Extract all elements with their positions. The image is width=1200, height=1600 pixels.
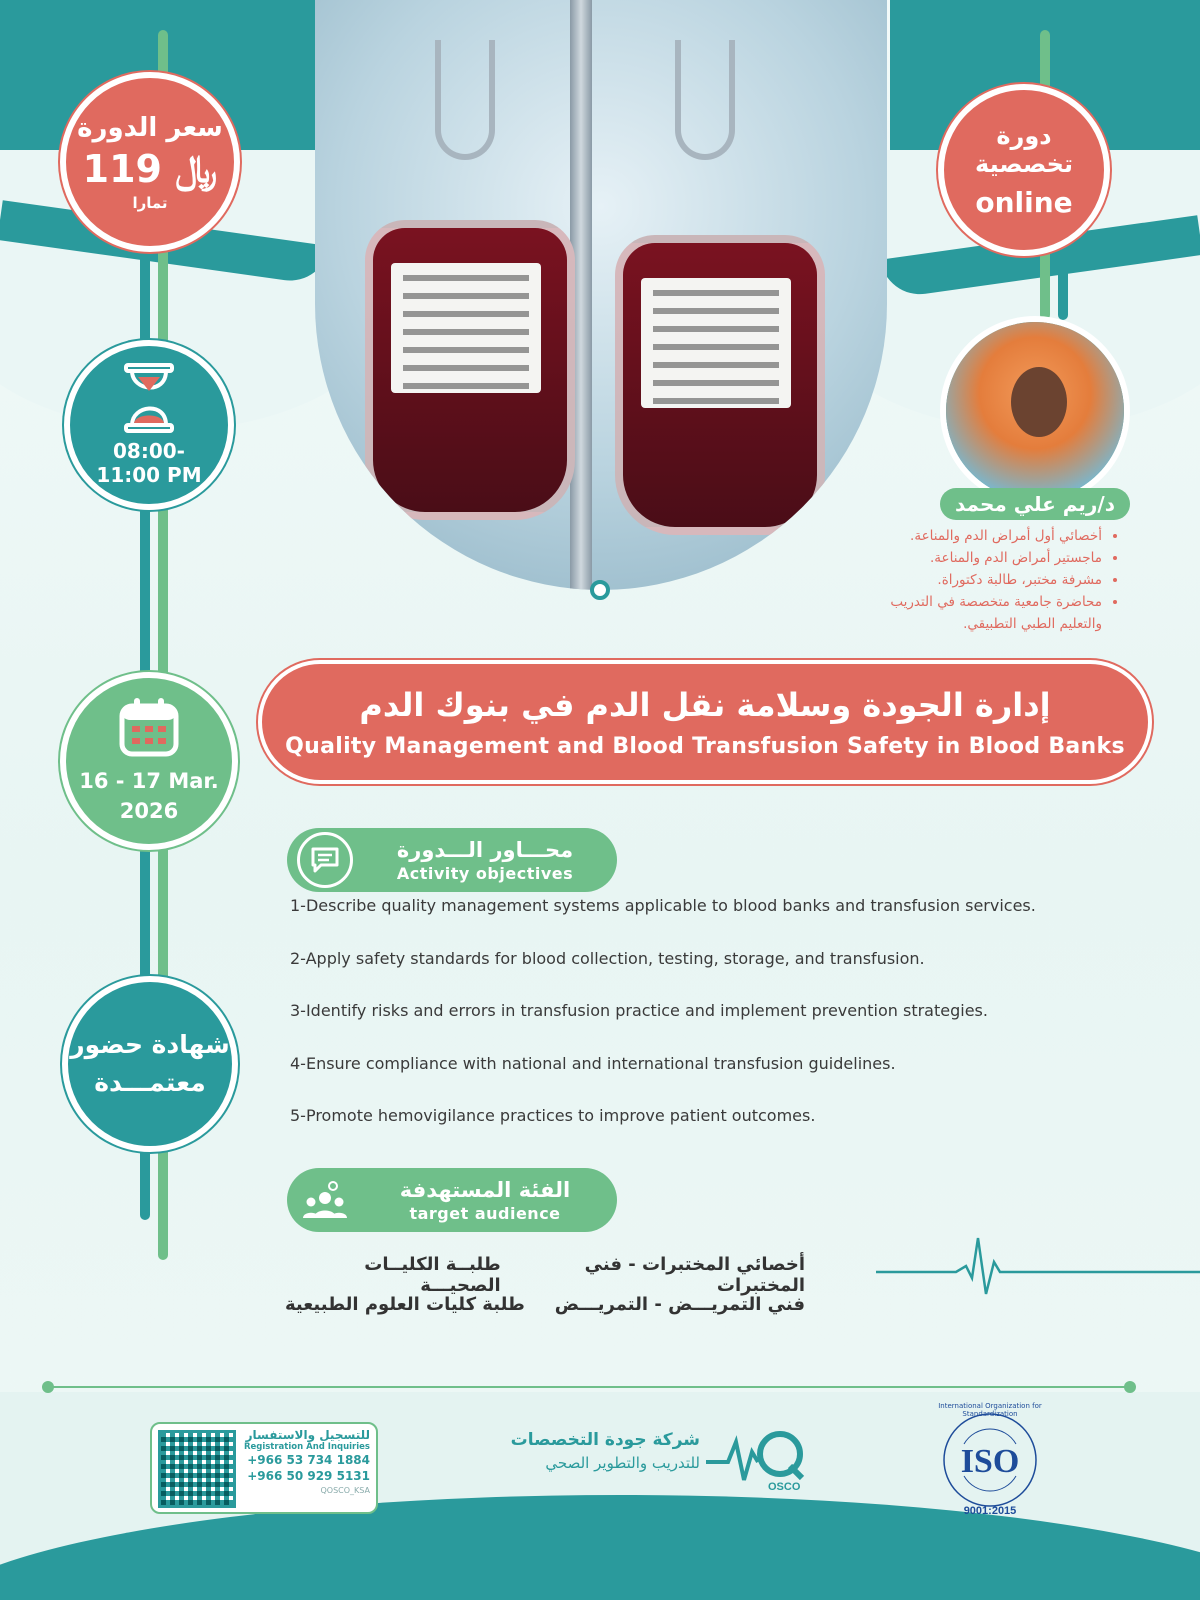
logo-text: OSCO — [768, 1481, 801, 1492]
heartbeat-line-icon — [876, 1236, 1200, 1296]
course-type-badge — [938, 84, 1110, 256]
course-type-title: دورة تخصصية — [975, 121, 1073, 178]
hourglass-icon — [122, 363, 176, 433]
audience-item: أخصائي المختبرات - فني المختبرات — [584, 1254, 805, 1296]
objective-item: 5-Promote hemovigilance practices to improve patient outcomes. — [290, 1106, 816, 1125]
certificate-badge — [62, 976, 238, 1152]
audience-title-en: target audience — [409, 1203, 561, 1223]
audience-row — [285, 1254, 805, 1294]
company-info — [500, 1430, 700, 1472]
date-badge — [60, 672, 238, 850]
objectives-header — [287, 828, 617, 892]
date-year: 2026 — [119, 799, 179, 823]
course-title-ar: إدارة الجودة وسلامة نقل الدم في بنوك الدم — [359, 685, 1051, 724]
certificate-line2: معتمـــدة — [94, 1068, 206, 1097]
audience-title-ar: الفئة المستهدفة — [399, 1177, 571, 1202]
audience-item: طلبــة الكليــات الصحيـــة — [364, 1254, 501, 1296]
iso-label: ISO — [960, 1443, 1020, 1480]
instructor-avatar — [940, 316, 1130, 506]
price-title: سعر الدورة — [77, 112, 223, 143]
bio-item: • ماجستير أمراض الدم والمناعة. — [880, 547, 1102, 569]
bio-item: • مشرفة مختبر، طالبة دكتوراة. — [880, 569, 1102, 591]
footer-divider-dot — [1124, 1381, 1136, 1393]
date-days: 16 - 17 Mar. — [79, 769, 219, 793]
iso-certification-icon — [930, 1410, 1050, 1520]
audience-header — [287, 1168, 617, 1232]
phone-link[interactable]: +966 50 929 5131 — [247, 1469, 370, 1483]
course-title-banner — [258, 660, 1152, 784]
registration-title-ar: للتسجيل والاستفسار — [245, 1428, 370, 1442]
registration-card — [150, 1422, 378, 1514]
footer-divider — [46, 1386, 1130, 1388]
objectives-title-en: Activity objectives — [396, 863, 574, 883]
blood-bags-photo — [315, 0, 887, 590]
target-audience-icon — [297, 1172, 353, 1228]
qosco-logo-icon — [706, 1422, 816, 1492]
time-badge — [64, 340, 234, 510]
audience-item: طلبة كليات العلوم الطبيعية — [285, 1294, 525, 1315]
company-subtitle: للتدريب والتطوير الصحي — [545, 1454, 700, 1472]
tamara-logo: تمارا — [132, 193, 168, 212]
objective-item: 4-Ensure compliance with national and international transfusion guidelines. — [290, 1053, 896, 1073]
course-title-en: Quality Management and Blood Transfusion Safety in Blood Banks — [285, 733, 1125, 759]
footer-divider-dot — [42, 1381, 54, 1393]
bio-item: • محاضرة جامعية متخصصة في التدريب والتعليم الطبي التطبيقي. — [880, 591, 1102, 635]
social-handle[interactable]: QOSCO_KSA — [320, 1486, 370, 1495]
bio-item: • أخصائي أول أمراض الدم والمناعة. — [880, 525, 1102, 547]
price-badge — [60, 72, 240, 252]
time-range: 08:00- 11:00 PM — [96, 439, 202, 487]
audience-list — [285, 1254, 805, 1334]
objective-item: 3-Identify risks and errors in transfusion practice and implement prevention strategies. — [290, 1001, 988, 1020]
iso-ring-text: International Organization for Standardization — [938, 1402, 1042, 1418]
registration-title-en: Registration And Inquiries — [243, 1442, 370, 1452]
certificate-text — [70, 1026, 230, 1102]
certificate-line1: شهادة حضور — [70, 1030, 230, 1059]
objectives-list — [290, 896, 1150, 1159]
calendar-icon — [118, 696, 180, 758]
objective-item: 1-Describe quality management systems applicable to blood banks and transfusion services. — [290, 896, 1036, 915]
photo-anchor-dot — [590, 580, 610, 600]
audience-row — [285, 1294, 805, 1334]
chat-icon — [297, 832, 353, 888]
audience-item: فني التمريـــض - التمريـــض — [554, 1294, 805, 1315]
instructor-name: د/ريم علي محمد — [940, 488, 1130, 520]
price-value: 119 ﷼ — [82, 146, 218, 191]
instructor-bio — [880, 525, 1120, 635]
company-name: شركة جودة التخصصات — [510, 1430, 700, 1450]
iso-standard: 9001:2015 — [963, 1505, 1017, 1517]
objectives-title-ar: محـــاور الـــدورة — [396, 837, 574, 862]
qr-code[interactable] — [158, 1430, 236, 1508]
course-mode: online — [975, 185, 1073, 219]
phone-link[interactable]: +966 53 734 1884 — [247, 1453, 370, 1467]
date-range — [79, 766, 219, 826]
objective-item: 2-Apply safety standards for blood collection, testing, storage, and transfusion. — [290, 948, 925, 968]
